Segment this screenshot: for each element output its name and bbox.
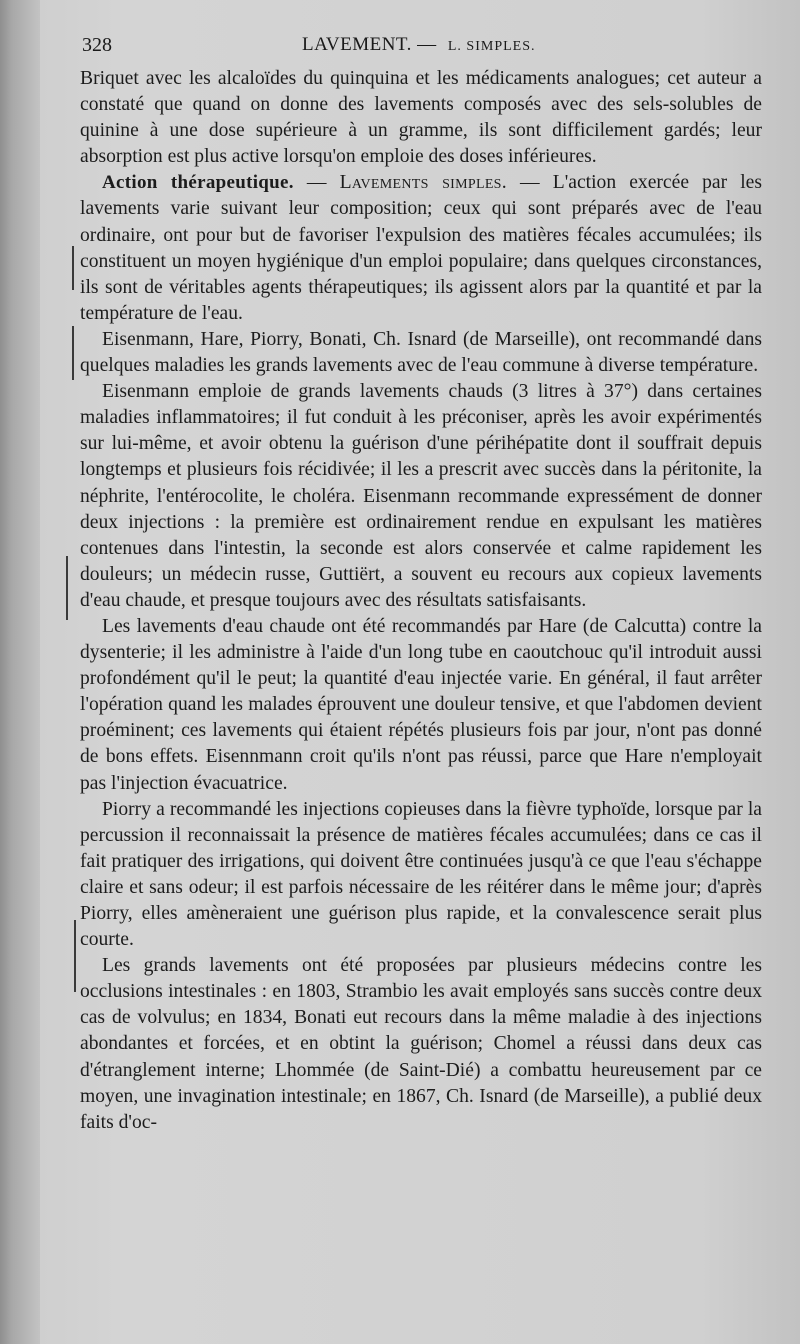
heading-dash: — — [293, 172, 340, 194]
margin-pencil-bracket — [72, 326, 74, 380]
paragraph: Les grands lavements ont été proposées par plusieurs médecins contre les occlusions intestinales : en 1803, Strambio les avait employés sans succès contre deux cas de volvulus; en 1834, Bonati eut recours dans la même maladie à des injections abondantes et forcées, et en obtint la guérison; Chomel a réussi dans deux cas d'étranglement interne; Lhommée (de Saint-Dié) a combattu heureusement par ce moyen, une invagination intestinale; en 1867, Ch. Isnard (de Marseille), a publié deux faits d'oc- — [80, 955, 762, 1133]
paragraph: Piorry a recommandé les injections copieuses dans la fièvre typhoïde, lorsque par la percussion il reconnaissait la présence de matières fécales accumulées; dans ce cas il fait pratiquer des irrigations, qui doivent être continuées jusqu'à ce que l'eau s'échappe claire et sans odeur; il est parfois nécessaire de les réitérer dans le même jour; d'après Piorry, elles amèneraient une guérison plus rapide, et la convalescence serait plus courte. — [80, 798, 762, 951]
running-head-title: LAVEMENT. — — [302, 34, 437, 55]
page-gutter — [0, 0, 40, 1344]
paragraph: Eisenmann, Hare, Piorry, Bonati, Ch. Isnard (de Marseille), ont recommandé dans quelques maladies les grands lavements avec de l'eau commune à diverse température. — [80, 328, 762, 377]
paragraph: Eisenmann emploie de grands lavements chauds (3 litres à 37°) dans certaines maladies inflammatoires; il fut conduit à les préconiser, après les avoir expérimentés sur lui-même, et avoir obtenu la guérison d'une périhépatite dont il souffrait depuis longtemps et plusieurs fois récidivée; il les a prescrit avec succès dans la péritonite, la néphrite, l'entérocolite, le choléra. Eisenmann recommande expressément de donner deux injections : la première est ordinairement rendue en expulsant les matières contenues dans l'intestin, la seconde est alors conservée et calme rapidement les douleurs; un médecin russe, Guttiërt, a souvent eu recours aux copieux lavements d'eau chaude, et presque toujours avec des résultats satisfaisants. — [80, 381, 762, 611]
margin-pencil-bracket — [74, 920, 76, 992]
paragraph: Les lavements d'eau chaude ont été recommandés par Hare (de Calcutta) contre la dysenterie; il les administre à l'aide d'un long tube en caoutchouc qu'il introduit aussi profondément qu'il le peut; la quantité d'eau injectée varie. En général, il faut arrêter l'opération quand les malades éprouvent une douleur tensive, et que l'abdomen devient proéminent; ces lavements qui étaient répétés plusieurs fois par jour, n'ont pas donné de bons effets. Eisennmann croit qu'ils n'ont pas réussi, parce que Hare n'employait pas l'injection évacuatrice. — [80, 615, 762, 794]
section-heading: Action thérapeutique. — [102, 172, 294, 194]
paragraph-text: — L'action exercée par les lavements varie suivant leur composition; ceux qui sont préparés avec de l'eau ordinaire, ont pour but de favoriser l'expulsion des matières fécales accumulées; ils constituent un moyen hygiénique d'un emploi populaire; dans quelques circonstances, ils sont de véritables agents thérapeutiques; ils agissent alors par la quantité et par la température de l'eau. — [80, 172, 762, 324]
margin-pencil-bracket — [72, 246, 74, 290]
running-head — [302, 34, 536, 56]
page-header — [82, 28, 762, 62]
body-text — [80, 66, 762, 1136]
paragraph: Briquet avec les alcaloïdes du quinquina et les médicaments analogues; cet auteur a constaté que quand on donne des lavements composés avec des sels-solubles de quinine à une dose supérieure à un gramme, ils sont difficilement gardés; leur absorption est plus active lorsqu'on emploie des doses inférieures. — [80, 68, 762, 168]
paragraph — [80, 170, 762, 327]
page-number: 328 — [82, 34, 112, 56]
running-head-subtitle: L. SIMPLES. — [447, 39, 536, 54]
subsection-heading: Lavements simples. — [339, 172, 507, 194]
margin-pencil-bracket — [66, 556, 68, 620]
